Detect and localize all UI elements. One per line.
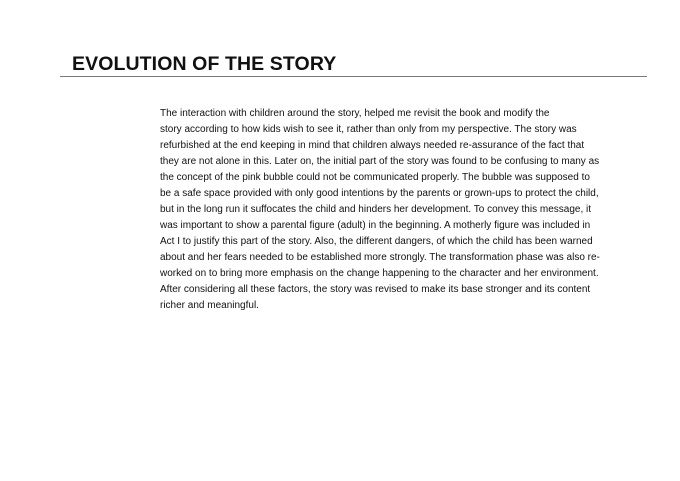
paragraph-line: was important to show a parental figure (adult) in the beginning. A motherly figure was included in: [160, 220, 591, 231]
paragraph-line: they are not alone in this. Later on, the initial part of the story was found to be confusing to many as: [160, 156, 600, 167]
paragraph-line: refurbished at the end keeping in mind that children always needed re-assurance of the fact that: [160, 140, 585, 151]
paragraph-line: story according to how kids wish to see it, rather than only from my perspective. The story was: [160, 124, 577, 135]
paragraph-line: Act I to justify this part of the story. Also, the different dangers, of which the child has been warned: [160, 236, 593, 247]
heading-divider: [60, 76, 647, 77]
paragraph-line: After considering all these factors, the story was revised to make its base stronger and its content: [160, 284, 591, 295]
paragraph-line: richer and meaningful.: [160, 300, 259, 311]
paragraph-line: but in the long run it suffocates the child and hinders her development. To convey this message, it: [160, 204, 592, 215]
paragraph-line: be a safe space provided with only good intentions by the parents or grown-ups to protect the child,: [160, 188, 599, 199]
paragraph-line: The interaction with children around the story, helped me revisit the book and modify the: [160, 108, 550, 119]
paragraph-line: the concept of the pink bubble could not be communicated properly. The bubble was supposed to: [160, 172, 590, 183]
body-paragraph: [160, 106, 630, 314]
paragraph-line: worked on to bring more emphasis on the change happening to the character and her environment.: [160, 268, 599, 279]
page-title: EVOLUTION OF THE STORY: [72, 53, 337, 75]
paragraph-line: about and her fears needed to be established more strongly. The transformation phase was also re-: [160, 252, 600, 263]
